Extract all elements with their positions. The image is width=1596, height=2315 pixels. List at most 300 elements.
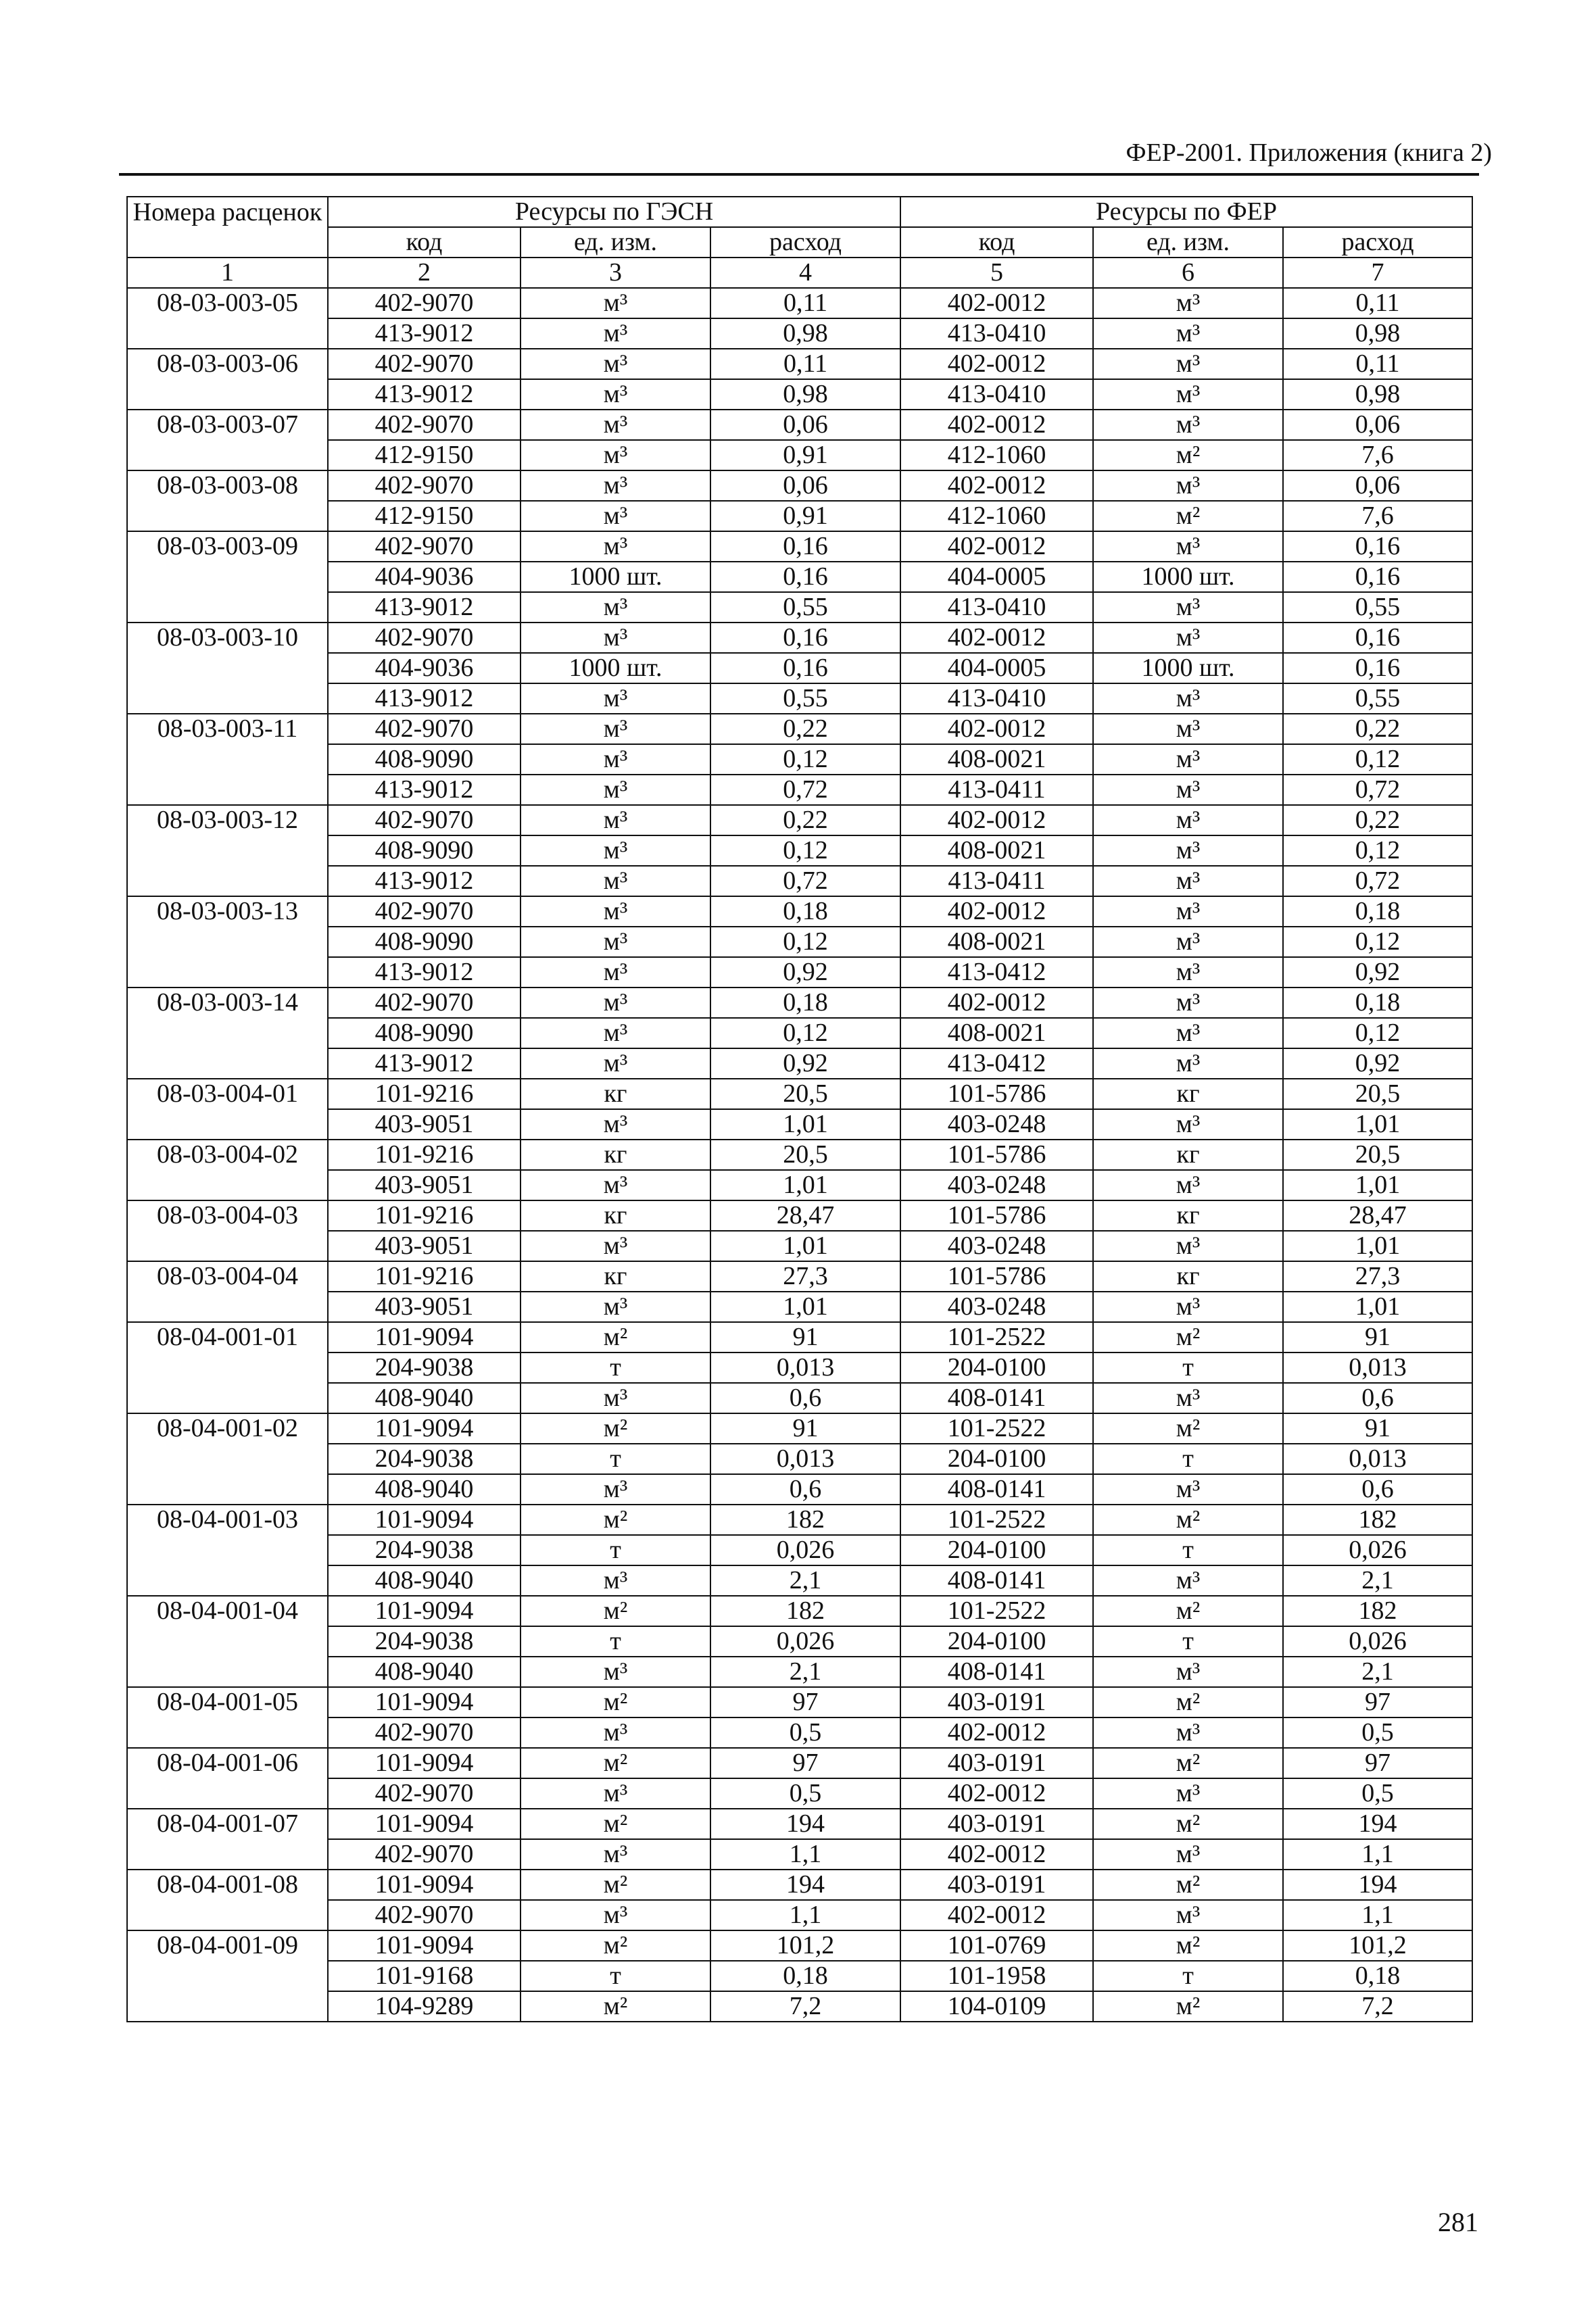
- table-row: [127, 1170, 1472, 1200]
- cell-fer-consumption: 7,2: [1283, 1991, 1472, 2022]
- table-row: [127, 1809, 1472, 1839]
- cell-gesn-code: 101-9094: [328, 1930, 521, 1961]
- table-row: [127, 318, 1472, 349]
- cell-gesn-code: 408-9090: [328, 744, 521, 775]
- cell-fer-consumption: 0,22: [1283, 805, 1472, 835]
- cell-fer-code: 104-0109: [900, 1991, 1093, 2022]
- cell-fer-consumption: 194: [1283, 1870, 1472, 1900]
- table-row: [127, 683, 1472, 714]
- table-row: [127, 988, 1472, 1018]
- cell-fer-consumption: 20,5: [1283, 1079, 1472, 1109]
- cell-gesn-unit: м³: [521, 835, 710, 866]
- cell-gesn-consumption: 1,01: [710, 1170, 900, 1200]
- cell-fer-code: 408-0141: [900, 1565, 1093, 1596]
- cell-fer-code: 403-0191: [900, 1870, 1093, 1900]
- cell-gesn-unit: м²: [521, 1930, 710, 1961]
- cell-gesn-code: 404-9036: [328, 653, 521, 683]
- cell-fer-unit: м³: [1093, 1170, 1283, 1200]
- table-row: [127, 1261, 1472, 1292]
- cell-gesn-unit: м³: [521, 470, 710, 501]
- cell-fer-code: 403-0248: [900, 1109, 1093, 1140]
- cell-fer-consumption: 0,16: [1283, 653, 1472, 683]
- cell-fer-consumption: 1,01: [1283, 1292, 1472, 1322]
- cell-gesn-consumption: 0,06: [710, 410, 900, 440]
- cell-gesn-consumption: 0,6: [710, 1474, 900, 1505]
- cell-gesn-consumption: 7,2: [710, 1991, 900, 2022]
- cell-gesn-consumption: 194: [710, 1870, 900, 1900]
- cell-gesn-code: 413-9012: [328, 592, 521, 623]
- col-number: 2: [328, 258, 521, 288]
- cell-fer-code: 204-0100: [900, 1444, 1093, 1474]
- cell-fer-code: 101-2522: [900, 1322, 1093, 1353]
- cell-fer-consumption: 0,06: [1283, 410, 1472, 440]
- cell-gesn-code: 402-9070: [328, 714, 521, 744]
- cell-gesn-unit: м³: [521, 440, 710, 470]
- cell-gesn-code: 403-9051: [328, 1170, 521, 1200]
- cell-gesn-code: 413-9012: [328, 683, 521, 714]
- cell-fer-consumption: 91: [1283, 1322, 1472, 1353]
- table-row: [127, 927, 1472, 957]
- table-row: [127, 1930, 1472, 1961]
- cell-fer-code: 101-5786: [900, 1079, 1093, 1109]
- cell-fer-consumption: 0,013: [1283, 1353, 1472, 1383]
- cell-fer-unit: м²: [1093, 1809, 1283, 1839]
- col-number: 4: [710, 258, 900, 288]
- rate-number-cell: 08-03-003-08: [127, 470, 328, 531]
- cell-gesn-consumption: 1,01: [710, 1109, 900, 1140]
- cell-fer-code: 402-0012: [900, 805, 1093, 835]
- cell-fer-consumption: 0,98: [1283, 318, 1472, 349]
- cell-gesn-consumption: 91: [710, 1322, 900, 1353]
- cell-gesn-code: 402-9070: [328, 410, 521, 440]
- cell-gesn-consumption: 101,2: [710, 1930, 900, 1961]
- cell-fer-consumption: 0,72: [1283, 866, 1472, 896]
- cell-fer-code: 408-0021: [900, 927, 1093, 957]
- col-header-fer-code: код: [900, 227, 1093, 258]
- cell-gesn-code: 412-9150: [328, 501, 521, 531]
- rate-number-cell: 08-03-003-13: [127, 896, 328, 988]
- table-row: [127, 1596, 1472, 1626]
- cell-gesn-code: 408-9040: [328, 1474, 521, 1505]
- cell-gesn-unit: м³: [521, 683, 710, 714]
- cell-fer-consumption: 194: [1283, 1809, 1472, 1839]
- rate-number-cell: 08-03-003-12: [127, 805, 328, 896]
- cell-gesn-unit: 1000 шт.: [521, 653, 710, 683]
- cell-gesn-unit: кг: [521, 1079, 710, 1109]
- cell-fer-code: 101-5786: [900, 1200, 1093, 1231]
- cell-fer-unit: м³: [1093, 470, 1283, 501]
- cell-gesn-consumption: 0,55: [710, 683, 900, 714]
- cell-fer-consumption: 91: [1283, 1413, 1472, 1444]
- table-row: [127, 1657, 1472, 1687]
- table-row: [127, 592, 1472, 623]
- resources-table: [126, 196, 1473, 2022]
- table-row: [127, 957, 1472, 988]
- table-row: [127, 1048, 1472, 1079]
- cell-fer-consumption: 0,12: [1283, 1018, 1472, 1048]
- cell-gesn-unit: м³: [521, 318, 710, 349]
- table-row: [127, 775, 1472, 805]
- cell-fer-consumption: 0,12: [1283, 927, 1472, 957]
- table-row: [127, 1961, 1472, 1991]
- table-row: [127, 1839, 1472, 1870]
- cell-gesn-unit: м³: [521, 288, 710, 318]
- cell-fer-code: 402-0012: [900, 623, 1093, 653]
- table-body: [127, 288, 1472, 2022]
- cell-gesn-unit: м³: [521, 1839, 710, 1870]
- cell-gesn-consumption: 182: [710, 1505, 900, 1535]
- cell-fer-consumption: 0,18: [1283, 1961, 1472, 1991]
- cell-gesn-code: 403-9051: [328, 1292, 521, 1322]
- cell-gesn-code: 101-9216: [328, 1079, 521, 1109]
- cell-fer-code: 402-0012: [900, 1778, 1093, 1809]
- cell-fer-consumption: 1,01: [1283, 1109, 1472, 1140]
- cell-gesn-consumption: 0,92: [710, 1048, 900, 1079]
- rate-number-cell: 08-04-001-02: [127, 1413, 328, 1505]
- cell-fer-code: 402-0012: [900, 531, 1093, 562]
- table-row: [127, 1778, 1472, 1809]
- cell-fer-consumption: 2,1: [1283, 1565, 1472, 1596]
- cell-gesn-unit: м³: [521, 1383, 710, 1413]
- cell-gesn-consumption: 0,5: [710, 1717, 900, 1748]
- cell-fer-consumption: 7,6: [1283, 440, 1472, 470]
- cell-gesn-code: 101-9216: [328, 1261, 521, 1292]
- cell-gesn-consumption: 0,72: [710, 775, 900, 805]
- cell-fer-code: 204-0100: [900, 1626, 1093, 1657]
- cell-gesn-consumption: 182: [710, 1596, 900, 1626]
- cell-fer-unit: м³: [1093, 896, 1283, 927]
- cell-fer-unit: м³: [1093, 683, 1283, 714]
- cell-gesn-code: 403-9051: [328, 1109, 521, 1140]
- cell-gesn-unit: 1000 шт.: [521, 562, 710, 592]
- cell-gesn-unit: м³: [521, 1231, 710, 1261]
- cell-fer-code: 403-0248: [900, 1231, 1093, 1261]
- cell-fer-unit: м³: [1093, 1018, 1283, 1048]
- cell-gesn-code: 404-9036: [328, 562, 521, 592]
- cell-gesn-consumption: 0,72: [710, 866, 900, 896]
- cell-fer-unit: м³: [1093, 1778, 1283, 1809]
- cell-gesn-unit: т: [521, 1626, 710, 1657]
- col-number: 1: [127, 258, 328, 288]
- rate-number-cell: 08-03-004-03: [127, 1200, 328, 1261]
- cell-fer-code: 408-0141: [900, 1657, 1093, 1687]
- table-row: [127, 1900, 1472, 1930]
- table-row: [127, 288, 1472, 318]
- table-row: [127, 1292, 1472, 1322]
- cell-gesn-code: 101-9094: [328, 1596, 521, 1626]
- cell-fer-unit: м²: [1093, 1596, 1283, 1626]
- table-row: [127, 1474, 1472, 1505]
- cell-fer-unit: м³: [1093, 288, 1283, 318]
- cell-gesn-code: 402-9070: [328, 288, 521, 318]
- cell-gesn-unit: м³: [521, 1170, 710, 1200]
- cell-fer-code: 101-2522: [900, 1505, 1093, 1535]
- cell-fer-consumption: 0,5: [1283, 1778, 1472, 1809]
- cell-fer-consumption: 0,98: [1283, 379, 1472, 410]
- table-row: [127, 1444, 1472, 1474]
- cell-gesn-consumption: 0,013: [710, 1353, 900, 1383]
- table-row: [127, 1748, 1472, 1778]
- cell-gesn-code: 204-9038: [328, 1535, 521, 1565]
- cell-gesn-code: 101-9216: [328, 1140, 521, 1170]
- cell-fer-consumption: 0,18: [1283, 896, 1472, 927]
- rate-number-cell: 08-03-004-01: [127, 1079, 328, 1140]
- table-row: [127, 1079, 1472, 1109]
- table-row: [127, 440, 1472, 470]
- table-row: [127, 470, 1472, 501]
- table-row: [127, 714, 1472, 744]
- cell-gesn-code: 408-9040: [328, 1383, 521, 1413]
- table-row: [127, 1687, 1472, 1717]
- col-header-gesn-unit: ед. изм.: [521, 227, 710, 258]
- cell-fer-code: 403-0191: [900, 1748, 1093, 1778]
- table-row: [127, 531, 1472, 562]
- cell-fer-consumption: 101,2: [1283, 1930, 1472, 1961]
- cell-fer-consumption: 0,16: [1283, 562, 1472, 592]
- cell-fer-consumption: 0,55: [1283, 683, 1472, 714]
- cell-gesn-unit: м³: [521, 1048, 710, 1079]
- cell-fer-consumption: 20,5: [1283, 1140, 1472, 1170]
- cell-gesn-consumption: 2,1: [710, 1565, 900, 1596]
- table-row: [127, 1322, 1472, 1353]
- header-divider: [119, 173, 1479, 176]
- rate-number-cell: 08-04-001-08: [127, 1870, 328, 1930]
- table-row: [127, 1200, 1472, 1231]
- cell-fer-unit: т: [1093, 1353, 1283, 1383]
- cell-gesn-consumption: 20,5: [710, 1079, 900, 1109]
- cell-gesn-unit: м³: [521, 592, 710, 623]
- cell-gesn-code: 101-9094: [328, 1748, 521, 1778]
- cell-gesn-code: 413-9012: [328, 318, 521, 349]
- cell-gesn-unit: м²: [521, 1687, 710, 1717]
- cell-gesn-code: 204-9038: [328, 1444, 521, 1474]
- cell-gesn-unit: м³: [521, 1018, 710, 1048]
- cell-fer-unit: м²: [1093, 1413, 1283, 1444]
- cell-fer-consumption: 0,16: [1283, 531, 1472, 562]
- cell-fer-unit: м³: [1093, 1292, 1283, 1322]
- cell-fer-code: 403-0191: [900, 1687, 1093, 1717]
- table-row: [127, 1535, 1472, 1565]
- cell-gesn-code: 204-9038: [328, 1353, 521, 1383]
- table-row: [127, 1140, 1472, 1170]
- cell-fer-unit: м²: [1093, 1930, 1283, 1961]
- cell-fer-unit: м³: [1093, 1231, 1283, 1261]
- cell-fer-consumption: 0,5: [1283, 1717, 1472, 1748]
- cell-fer-consumption: 28,47: [1283, 1200, 1472, 1231]
- cell-fer-unit: м²: [1093, 440, 1283, 470]
- cell-fer-code: 101-0769: [900, 1930, 1093, 1961]
- rate-number-cell: 08-04-001-01: [127, 1322, 328, 1413]
- table-head: [127, 197, 1472, 288]
- cell-fer-code: 204-0100: [900, 1535, 1093, 1565]
- table-row: [127, 1109, 1472, 1140]
- rate-number-cell: 08-03-003-05: [127, 288, 328, 349]
- table-row: [127, 379, 1472, 410]
- cell-gesn-consumption: 1,1: [710, 1839, 900, 1870]
- cell-fer-unit: м³: [1093, 623, 1283, 653]
- cell-gesn-unit: м²: [521, 1748, 710, 1778]
- cell-gesn-consumption: 0,12: [710, 835, 900, 866]
- cell-fer-consumption: 0,11: [1283, 288, 1472, 318]
- rate-number-cell: 08-04-001-09: [127, 1930, 328, 2022]
- cell-fer-unit: т: [1093, 1444, 1283, 1474]
- cell-fer-unit: м³: [1093, 775, 1283, 805]
- rate-number-cell: 08-03-003-14: [127, 988, 328, 1079]
- cell-gesn-unit: м²: [521, 1596, 710, 1626]
- cell-gesn-unit: т: [521, 1961, 710, 1991]
- cell-fer-consumption: 0,12: [1283, 835, 1472, 866]
- cell-fer-code: 402-0012: [900, 410, 1093, 440]
- cell-fer-consumption: 1,1: [1283, 1839, 1472, 1870]
- cell-fer-unit: м²: [1093, 1870, 1283, 1900]
- col-header-fer-unit: ед. изм.: [1093, 227, 1283, 258]
- table-row: [127, 562, 1472, 592]
- cell-gesn-code: 101-9094: [328, 1687, 521, 1717]
- header-row-col-numbers: [127, 258, 1472, 288]
- cell-gesn-unit: м²: [521, 1870, 710, 1900]
- cell-gesn-code: 402-9070: [328, 349, 521, 379]
- cell-gesn-unit: м³: [521, 1657, 710, 1687]
- cell-fer-unit: м³: [1093, 1109, 1283, 1140]
- cell-gesn-unit: м³: [521, 410, 710, 440]
- cell-fer-consumption: 0,16: [1283, 623, 1472, 653]
- col-header-fer-consumption: расход: [1283, 227, 1472, 258]
- cell-fer-unit: м³: [1093, 349, 1283, 379]
- cell-gesn-consumption: 0,16: [710, 623, 900, 653]
- cell-gesn-consumption: 0,6: [710, 1383, 900, 1413]
- cell-fer-unit: м³: [1093, 988, 1283, 1018]
- cell-fer-code: 402-0012: [900, 1717, 1093, 1748]
- cell-fer-consumption: 7,6: [1283, 501, 1472, 531]
- cell-fer-unit: м³: [1093, 835, 1283, 866]
- cell-fer-unit: м³: [1093, 805, 1283, 835]
- cell-gesn-unit: м³: [521, 866, 710, 896]
- cell-fer-consumption: 0,6: [1283, 1474, 1472, 1505]
- cell-fer-unit: м²: [1093, 501, 1283, 531]
- cell-gesn-consumption: 0,22: [710, 805, 900, 835]
- cell-gesn-consumption: 91: [710, 1413, 900, 1444]
- cell-gesn-code: 413-9012: [328, 775, 521, 805]
- table-row: [127, 744, 1472, 775]
- cell-fer-unit: кг: [1093, 1079, 1283, 1109]
- cell-gesn-consumption: 1,01: [710, 1231, 900, 1261]
- cell-gesn-unit: м³: [521, 623, 710, 653]
- table-row: [127, 623, 1472, 653]
- cell-fer-consumption: 1,1: [1283, 1900, 1472, 1930]
- table-row: [127, 866, 1472, 896]
- page-header-title: ФЕР-2001. Приложения (книга 2): [1126, 139, 1492, 167]
- col-number: 7: [1283, 258, 1472, 288]
- cell-gesn-consumption: 20,5: [710, 1140, 900, 1170]
- cell-fer-unit: т: [1093, 1961, 1283, 1991]
- cell-gesn-code: 101-9216: [328, 1200, 521, 1231]
- table-row: [127, 1231, 1472, 1261]
- cell-fer-consumption: 2,1: [1283, 1657, 1472, 1687]
- cell-gesn-unit: кг: [521, 1261, 710, 1292]
- cell-fer-consumption: 0,72: [1283, 775, 1472, 805]
- cell-gesn-consumption: 0,12: [710, 744, 900, 775]
- cell-fer-consumption: 0,06: [1283, 470, 1472, 501]
- cell-gesn-unit: м³: [521, 1109, 710, 1140]
- cell-gesn-consumption: 0,11: [710, 288, 900, 318]
- cell-fer-consumption: 0,22: [1283, 714, 1472, 744]
- cell-gesn-code: 204-9038: [328, 1626, 521, 1657]
- col-group-fer: Ресурсы по ФЕР: [900, 197, 1472, 227]
- cell-gesn-unit: м²: [521, 1991, 710, 2022]
- cell-gesn-code: 101-9168: [328, 1961, 521, 1991]
- cell-fer-unit: м²: [1093, 1687, 1283, 1717]
- cell-gesn-code: 402-9070: [328, 988, 521, 1018]
- cell-fer-unit: м³: [1093, 1657, 1283, 1687]
- cell-fer-unit: м³: [1093, 1900, 1283, 1930]
- table-row: [127, 835, 1472, 866]
- cell-gesn-code: 101-9094: [328, 1809, 521, 1839]
- cell-gesn-unit: м³: [521, 1565, 710, 1596]
- cell-gesn-unit: м³: [521, 988, 710, 1018]
- cell-fer-code: 412-1060: [900, 440, 1093, 470]
- cell-gesn-consumption: 27,3: [710, 1261, 900, 1292]
- cell-fer-unit: м³: [1093, 744, 1283, 775]
- cell-gesn-consumption: 0,91: [710, 501, 900, 531]
- cell-gesn-consumption: 0,18: [710, 1961, 900, 1991]
- table-row: [127, 501, 1472, 531]
- cell-fer-unit: м³: [1093, 1048, 1283, 1079]
- cell-gesn-code: 413-9012: [328, 957, 521, 988]
- cell-gesn-consumption: 97: [710, 1748, 900, 1778]
- header-row-sub: [127, 227, 1472, 258]
- cell-fer-unit: т: [1093, 1626, 1283, 1657]
- cell-gesn-consumption: 0,18: [710, 988, 900, 1018]
- cell-fer-code: 412-1060: [900, 501, 1093, 531]
- cell-fer-code: 413-0411: [900, 775, 1093, 805]
- cell-gesn-consumption: 0,16: [710, 562, 900, 592]
- cell-fer-unit: 1000 шт.: [1093, 653, 1283, 683]
- cell-fer-code: 204-0100: [900, 1353, 1093, 1383]
- cell-fer-code: 413-0410: [900, 683, 1093, 714]
- cell-fer-consumption: 0,11: [1283, 349, 1472, 379]
- cell-fer-code: 408-0141: [900, 1383, 1093, 1413]
- table-row: [127, 1991, 1472, 2022]
- cell-gesn-code: 408-9090: [328, 835, 521, 866]
- cell-gesn-code: 101-9094: [328, 1505, 521, 1535]
- rate-number-cell: 08-04-001-06: [127, 1748, 328, 1809]
- cell-fer-unit: кг: [1093, 1140, 1283, 1170]
- cell-gesn-unit: м³: [521, 531, 710, 562]
- cell-gesn-code: 402-9070: [328, 531, 521, 562]
- cell-gesn-consumption: 0,91: [710, 440, 900, 470]
- cell-fer-code: 403-0191: [900, 1809, 1093, 1839]
- cell-gesn-code: 101-9094: [328, 1322, 521, 1353]
- cell-gesn-unit: кг: [521, 1200, 710, 1231]
- cell-gesn-unit: м³: [521, 1900, 710, 1930]
- cell-gesn-consumption: 0,98: [710, 318, 900, 349]
- cell-fer-unit: м³: [1093, 714, 1283, 744]
- cell-fer-code: 402-0012: [900, 470, 1093, 501]
- cell-gesn-unit: м²: [521, 1413, 710, 1444]
- cell-fer-consumption: 0,92: [1283, 957, 1472, 988]
- cell-gesn-code: 402-9070: [328, 1900, 521, 1930]
- cell-fer-unit: м³: [1093, 379, 1283, 410]
- table-row: [127, 1626, 1472, 1657]
- cell-gesn-consumption: 0,5: [710, 1778, 900, 1809]
- cell-gesn-unit: м³: [521, 349, 710, 379]
- cell-fer-unit: м³: [1093, 1839, 1283, 1870]
- cell-fer-consumption: 182: [1283, 1596, 1472, 1626]
- cell-gesn-unit: м³: [521, 957, 710, 988]
- table-row: [127, 1413, 1472, 1444]
- cell-gesn-consumption: 0,013: [710, 1444, 900, 1474]
- cell-fer-code: 101-1958: [900, 1961, 1093, 1991]
